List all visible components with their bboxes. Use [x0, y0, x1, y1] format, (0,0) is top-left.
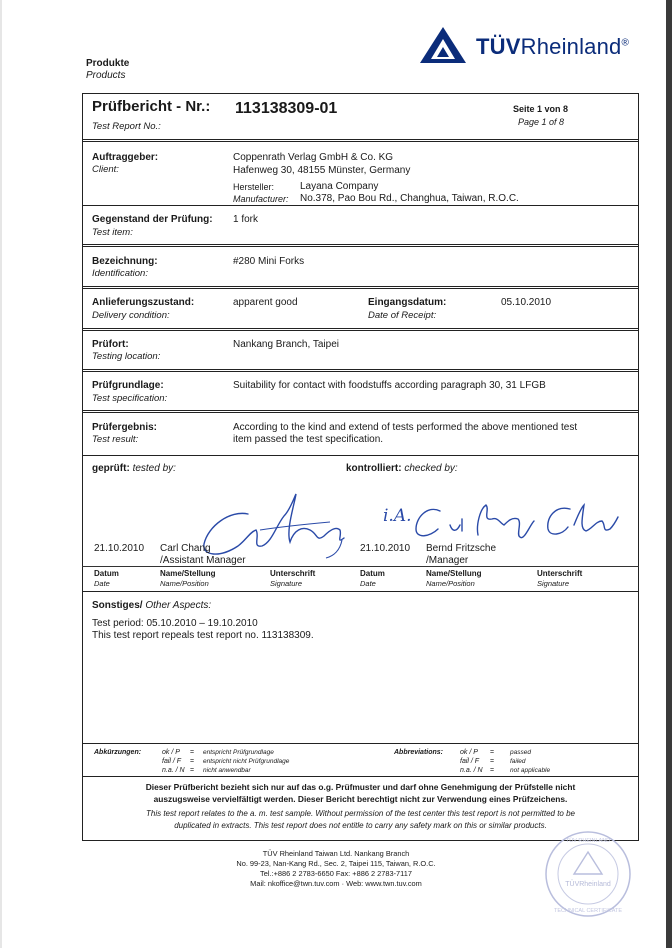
client-label-de: Auftraggeber:: [92, 152, 159, 163]
delivery-label-en: Delivery condition:: [92, 310, 170, 321]
abbr-de-code-2: fail / F: [162, 758, 182, 765]
header-produkte: Produkte: [86, 58, 130, 69]
page-edge-left: [0, 0, 2, 948]
col-name-en-2: Name/Position: [426, 579, 475, 588]
col-date-2: Date: [360, 579, 376, 588]
hersteller-label: Hersteller:: [233, 182, 275, 192]
report-number: 113138309-01: [235, 100, 338, 117]
col-date: Date: [94, 579, 110, 588]
specification-value: Suitability for contact with foodstuffs according paragraph 30, 31 LFGB: [233, 380, 546, 391]
manufacturer-label: Manufacturer:: [233, 194, 289, 204]
logo-wordmark: TÜVRheinland®: [476, 34, 630, 59]
report-label-de: Prüfbericht - Nr.:: [92, 98, 211, 115]
page-de: Seite 1 von 8: [513, 104, 569, 114]
ia-signature-text: i.A.: [383, 506, 412, 526]
checked-by-label: kontrolliert: checked by:: [346, 463, 458, 474]
tuv-logo: [418, 25, 654, 69]
identification-label-de: Bezeichnung:: [92, 256, 158, 267]
abbr-en-eq-2: =: [490, 758, 495, 765]
location-label-en: Testing location:: [92, 351, 161, 362]
divider: [82, 205, 639, 206]
other-aspects-label: Sonstiges/ Other Aspects:: [92, 600, 212, 611]
test-item-label-de: Gegenstand der Prüfung:: [92, 214, 213, 225]
disclaimer-en-1: This test report relates to the a. m. test sample. Without permission of the test center this test report is not permitted to be: [145, 809, 575, 818]
receipt-label-de: Eingangsdatum:: [368, 297, 447, 308]
divider: [82, 139, 639, 145]
col-sig-de: Unterschrift: [270, 569, 316, 578]
col-name-en: Name/Position: [160, 579, 209, 588]
test-item-value: 1 fork: [233, 214, 259, 225]
report-label-en: Test Report No.:: [92, 121, 161, 132]
page-en: Page 1 of 8: [518, 117, 565, 127]
client-address: Hafenweg 30, 48155 Münster, Germany: [233, 165, 411, 176]
disclaimer-de-1: Dieser Prüfbericht bezieht sich nur auf das o.g. Prüfmuster und darf ohne Genehmigung der Prüfstelle nicht: [145, 782, 576, 792]
abbr-de-text-1: entspricht Prüfgrundlage: [203, 749, 274, 756]
checked-name: Bernd Fritzsche: [426, 543, 497, 554]
abbr-en-eq-1: =: [490, 749, 495, 756]
disclaimer-en-2: duplicated in extracts. This test report does not entitle to carry any safety mark on this or similar products.: [174, 821, 547, 830]
divider: [82, 328, 639, 334]
abbr-en-code-1: ok / P: [460, 749, 478, 756]
divider: [82, 410, 639, 416]
hersteller-value: Layana Company: [300, 181, 379, 192]
divider: [82, 591, 639, 592]
divider: [82, 244, 639, 250]
divider: [82, 455, 639, 456]
abbr-en-text-2: failed: [510, 758, 526, 765]
result-label-en: Test result:: [92, 434, 139, 445]
tested-position: /Assistant Manager: [160, 555, 246, 566]
result-line2: item passed the test specification.: [233, 434, 384, 445]
col-name-de: Name/Stellung: [160, 569, 216, 578]
abbr-de-eq-1: =: [190, 749, 195, 756]
footer-line4: Mail: nkoffice@twn.tuv.com · Web: www.twn.tuv.com: [250, 879, 422, 888]
identification-label-en: Identification:: [92, 268, 148, 279]
page-edge-right: [666, 0, 672, 948]
svg-text:TECHNICAL CERTIFICATE: TECHNICAL CERTIFICATE: [553, 908, 623, 914]
tested-name: Carl Chang: [160, 543, 211, 554]
abbr-en-eq-3: =: [490, 767, 495, 774]
delivery-label-de: Anlieferungszustand:: [92, 297, 195, 308]
abbr-de-code-1: ok / P: [162, 749, 180, 756]
tested-date: 21.10.2010: [94, 543, 145, 554]
identification-value: #280 Mini Forks: [233, 256, 305, 267]
test-period: Test period: 05.10.2010 – 19.10.2010: [92, 618, 258, 629]
specification-label-en: Test specification:: [92, 393, 168, 404]
tuv-stamp: [542, 828, 634, 920]
test-item-label-en: Test item:: [92, 227, 133, 238]
repeals-note: This test report repeals test report no. 113138309.: [92, 630, 314, 641]
divider: [82, 369, 639, 375]
svg-text:TÜVRheinland: TÜVRheinland: [565, 881, 611, 888]
divider: [82, 286, 639, 292]
receipt-value: 05.10.2010: [501, 297, 552, 308]
checked-date: 21.10.2010: [360, 543, 411, 554]
col-name-de-2: Name/Stellung: [426, 569, 482, 578]
abbr-en-code-2: fail / F: [460, 758, 480, 765]
header-products: Products: [86, 70, 126, 81]
abbr-de-code-3: n.a. / N: [162, 767, 185, 774]
abbr-de-text-2: entspricht nicht Prüfgrundlage: [203, 758, 290, 765]
abbr-en-text-1: passed: [510, 749, 531, 756]
receipt-label-en: Date of Receipt:: [368, 310, 437, 321]
tested-by-label: geprüft: tested by:: [92, 463, 176, 474]
abbr-en-title: Abbreviations:: [394, 749, 444, 756]
client-label-en: Client:: [92, 164, 119, 175]
svg-text:TÜV RHEINLAND: TÜV RHEINLAND: [565, 838, 611, 844]
abbr-en-text-3: not applicable: [510, 767, 551, 774]
abbr-de-eq-3: =: [190, 767, 195, 774]
result-line1: According to the kind and extend of tests performed the above mentioned test: [233, 422, 578, 433]
location-value: Nankang Branch, Taipei: [233, 339, 339, 350]
col-sig-en: Signature: [270, 579, 303, 588]
client-name: Coppenrath Verlag GmbH & Co. KG: [233, 152, 394, 163]
footer-line1: TÜV Rheinland Taiwan Ltd. Nankang Branch: [262, 849, 410, 858]
disclaimer-de-2: auszugsweise vervielfältigt werden. Dieser Bericht berechtigt nicht zur Verwendung eines Prüfzeichens.: [153, 794, 568, 804]
specification-label-de: Prüfgrundlage:: [92, 380, 164, 391]
abbr-de-text-3: nicht anwendbar: [203, 767, 251, 774]
abbr-en-code-3: n.a. / N: [460, 767, 483, 774]
checked-position: /Manager: [426, 555, 469, 566]
abbr-de-title: Abkürzungen:: [94, 749, 142, 756]
divider: [82, 743, 639, 744]
result-label-de: Prüfergebnis:: [92, 422, 158, 433]
col-sig-en-2: Signature: [537, 579, 570, 588]
abbr-de-eq-2: =: [190, 758, 195, 765]
footer-line3: Tel.:+886 2 2783-6650 Fax: +886 2 2783-7117: [260, 869, 412, 878]
delivery-value: apparent good: [233, 297, 298, 308]
col-sig-de-2: Unterschrift: [537, 569, 583, 578]
tuv-triangle-icon: [418, 25, 468, 65]
col-datum: Datum: [94, 569, 119, 578]
col-datum-2: Datum: [360, 569, 385, 578]
footer-line2: No. 99-23, Nan-Kang Rd., Sec. 2, Taipei 115, Taiwan, R.O.C.: [236, 859, 436, 868]
location-label-de: Prüfort:: [92, 339, 129, 350]
manufacturer-value: No.378, Pao Bou Rd., Changhua, Taiwan, R.O.C.: [300, 193, 519, 204]
